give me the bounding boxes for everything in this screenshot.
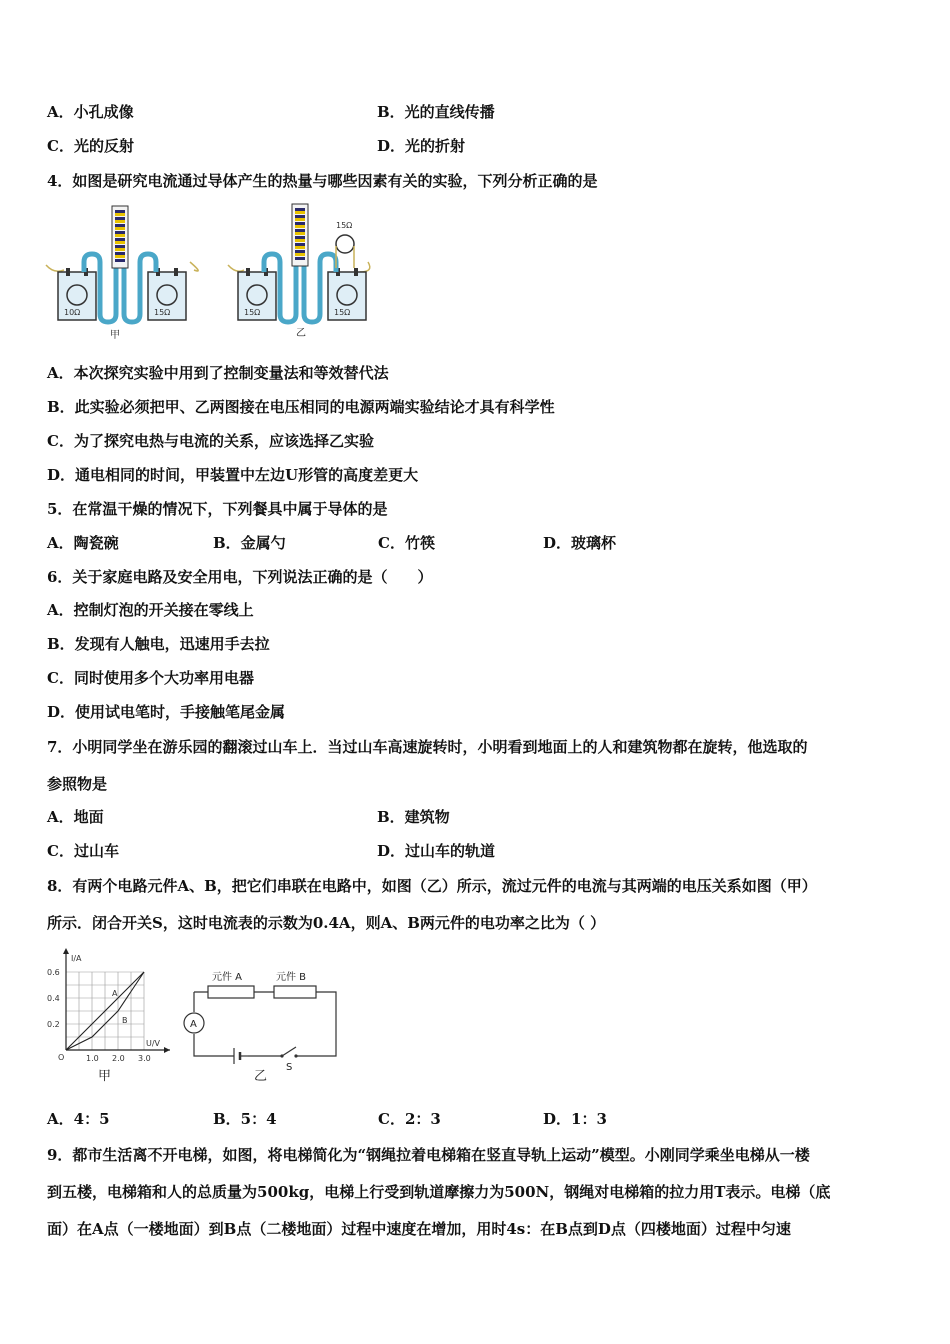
x-tick-label: 2.0: [112, 1054, 125, 1063]
yi-right-resistor-label: 15Ω: [334, 308, 351, 317]
q4-option-b: B．此实验必须把甲、乙两图接在电压相同的电源两端实验结论才具有科学性: [47, 398, 555, 416]
q8-stem-line1: 8．有两个电路元件A、B，把它们串联在电路中，如图（乙）所示，流过元件的电流与其两端的电压关系如图（甲）: [47, 877, 817, 895]
y-tick-label: 0.6: [47, 968, 60, 977]
graph-caption: 甲: [98, 1069, 112, 1084]
q5-option-b: B．金属勺: [213, 534, 286, 552]
q8-option-c: C．2：3: [378, 1110, 441, 1128]
q6-option-b: B．发现有人触电，迅速用手去拉: [47, 635, 270, 653]
origin-label: O: [58, 1053, 65, 1062]
q9-line1: 9．都市生活离不开电梯，如图，将电梯简化为“钢绳拉着电梯箱在竖直导轨上运动”模型。小刚同学乘坐电梯从一楼: [47, 1146, 810, 1164]
q5-option-c: C．竹筷: [378, 534, 435, 552]
x-axis-arrow: [164, 1047, 170, 1053]
battery-icon: [234, 1048, 248, 1064]
q4-option-d: D．通电相同的时间，甲装置中左边U形管的高度差更大: [47, 466, 419, 484]
jia-right-resistor-label: 15Ω: [154, 308, 171, 317]
q7-stem-line2: 参照物是: [47, 775, 108, 793]
switch-label: S: [286, 1062, 293, 1073]
series-label-A: A: [112, 989, 118, 998]
q8-stem-line2: 所示．闭合开关S，这时电流表的示数为0.4A，则A、B两元件的电功率之比为（ ）: [47, 914, 606, 932]
q8-option-a: A．4：5: [47, 1110, 110, 1128]
q3-option-a: A．小孔成像: [47, 103, 134, 121]
element-a-box: [208, 986, 254, 998]
q8-option-b: B．5：4: [213, 1110, 277, 1128]
q4-apparatus-figure: [44, 202, 380, 342]
q7-stem-line1: 7．小明同学坐在游乐园的翻滚过山车上．当过山车高速旋转时，小明看到地面上的人和建筑物都在旋转，他选取的: [47, 738, 808, 756]
q8-option-d: D．1：3: [543, 1110, 607, 1128]
q9-line3: 面）在A点（一楼地面）到B点（二楼地面）过程中速度在增加，用时4s：在B点到D点（四楼地面）过程中匀速: [47, 1220, 791, 1238]
q4-stem: 4．如图是研究电流通过导体产生的热量与哪些因素有关的实验，下列分析正确的是: [47, 172, 598, 190]
apparatus-jia: [46, 206, 198, 341]
yi-top-resistor-label: 15Ω: [336, 221, 353, 230]
q6-option-d: D．使用试电笔时，手接触笔尾金属: [47, 703, 286, 721]
y-axis-label: I/A: [71, 954, 82, 963]
ammeter-label: A: [190, 1019, 197, 1030]
y-tick-label: 0.2: [47, 1020, 60, 1029]
jia-caption: 甲: [110, 330, 120, 341]
q6-stem: 6．关于家庭电路及安全用电，下列说法正确的是（ ）: [47, 568, 433, 586]
iu-graph: [44, 944, 174, 1086]
element-b-label: 元件 B: [276, 972, 307, 983]
series-label-B: B: [122, 1016, 128, 1025]
q6-option-c: C．同时使用多个大功率用电器: [47, 669, 254, 687]
yi-caption: 乙: [296, 328, 306, 339]
q5-stem: 5．在常温干燥的情况下，下列餐具中属于导体的是: [47, 500, 388, 518]
q5-option-d: D．玻璃杯: [543, 534, 617, 552]
circuit-caption: 乙: [254, 1069, 268, 1084]
apparatus-yi: [228, 204, 370, 339]
q7-option-b: B．建筑物: [377, 808, 450, 826]
q3-option-c: C．光的反射: [47, 137, 134, 155]
q3-option-d: D．光的折射: [377, 137, 466, 155]
q7-option-a: A．地面: [47, 808, 104, 826]
x-tick-label: 1.0: [86, 1054, 99, 1063]
q7-option-d: D．过山车的轨道: [377, 842, 496, 860]
jia-left-resistor-label: 10Ω: [64, 308, 81, 317]
yi-left-resistor-label: 15Ω: [244, 308, 261, 317]
y-axis-arrow: [63, 948, 69, 954]
q8-circuit: [178, 964, 348, 1088]
q3-option-b: B．光的直线传播: [377, 103, 495, 121]
q7-option-c: C．过山车: [47, 842, 119, 860]
x-axis-label: U/V: [146, 1039, 161, 1048]
q9-line2: 到五楼，电梯箱和人的总质量为500kg，电梯上行受到轨道摩擦力为500N，钢绳对电梯箱的拉力用T表示。电梯（底: [47, 1183, 831, 1201]
q6-option-a: A．控制灯泡的开关接在零线上: [47, 601, 254, 619]
element-b-box: [274, 986, 316, 998]
q4-option-c: C．为了探究电热与电流的关系，应该选择乙实验: [47, 432, 374, 450]
q4-option-a: A．本次探究实验中用到了控制变量法和等效替代法: [47, 364, 389, 382]
q5-option-a: A．陶瓷碗: [47, 534, 119, 552]
x-tick-label: 3.0: [138, 1054, 151, 1063]
element-a-label: 元件 A: [212, 972, 243, 983]
switch-icon: [280, 1047, 297, 1058]
y-tick-label: 0.4: [47, 994, 60, 1003]
